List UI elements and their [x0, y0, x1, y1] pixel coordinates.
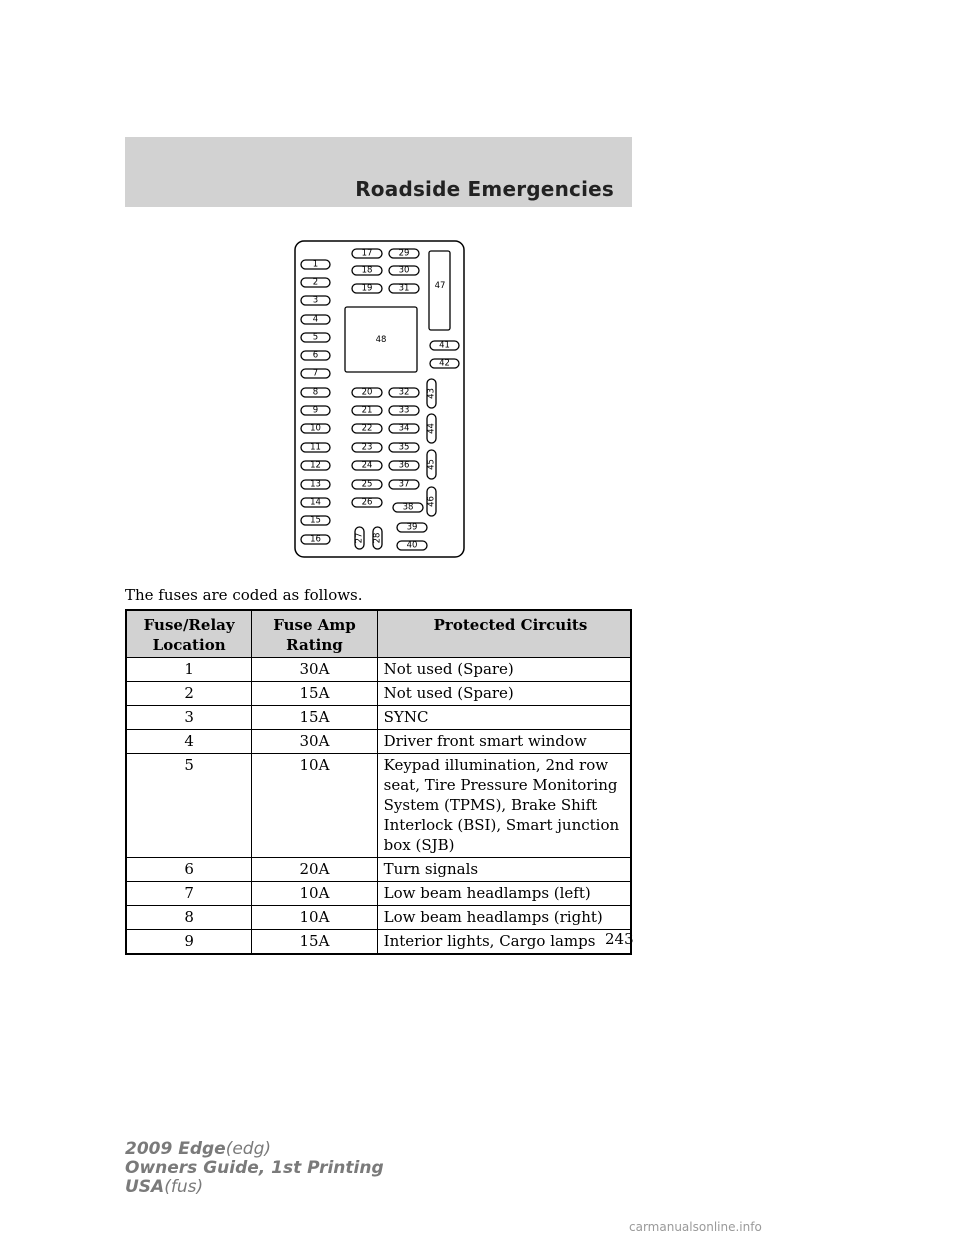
page-number: 243: [605, 930, 634, 948]
cell-location: 1: [126, 658, 252, 682]
fuse-7: [301, 369, 330, 379]
table-row: [126, 682, 631, 706]
fuse-label: 15: [310, 515, 321, 526]
cell-location: 2: [126, 682, 252, 706]
document-footer: [125, 1140, 384, 1197]
fuse-16: [301, 535, 330, 545]
fuse-label: 45: [426, 459, 437, 470]
fuse-35: [389, 443, 419, 453]
fuse-40: [397, 541, 427, 551]
cell-amp: 10A: [252, 906, 377, 930]
fuse-label: 28: [372, 532, 383, 544]
cell-amp: 15A: [252, 930, 377, 955]
fuse-13: [301, 480, 330, 490]
fuse-43: [427, 379, 437, 408]
relay-47: [429, 251, 450, 330]
table-row: [126, 906, 631, 930]
fuse-20: [352, 388, 382, 398]
fuse-23: [352, 443, 382, 453]
fuse-46: [427, 487, 437, 516]
fuse-label: 32: [398, 387, 410, 398]
fuse-label: 31: [398, 283, 410, 294]
cell-location: 5: [126, 754, 252, 858]
fuse-label: 33: [398, 405, 410, 416]
fuse-panel-diagram: [294, 240, 466, 560]
fuse-label: 13: [310, 479, 321, 490]
intro-text: The fuses are coded as follows.: [125, 586, 363, 604]
fuse-label: 36: [398, 460, 410, 471]
cell-location: 9: [126, 930, 252, 955]
watermark: carmanualsonline.info: [629, 1220, 762, 1234]
table-header-row: [126, 610, 631, 658]
fuse-label: 29: [398, 248, 410, 259]
fuse-label: 19: [361, 283, 373, 294]
cell-location: 8: [126, 906, 252, 930]
fuse-44: [427, 414, 437, 443]
fuse-8: [301, 388, 330, 398]
fuse-39: [397, 523, 427, 533]
cell-circuits: Low beam headlamps (right): [377, 906, 631, 930]
cell-amp: 10A: [252, 754, 377, 858]
cell-amp: 30A: [252, 730, 377, 754]
fuse-label: 3: [312, 295, 319, 306]
fuse-32: [389, 388, 419, 398]
fuse-label: 42: [439, 358, 450, 369]
cell-circuits: SYNC: [377, 706, 631, 730]
fuse-label: 10: [310, 423, 321, 434]
column-header-circuits: Protected Circuits: [377, 610, 631, 658]
column-header-location: Fuse/Relay Location: [126, 610, 252, 658]
section-header-band: [125, 137, 632, 207]
fuse-label: 25: [361, 479, 373, 490]
fuse-12: [301, 461, 330, 471]
fuse-34: [389, 424, 419, 434]
footer-model-code: (edg): [225, 1139, 272, 1159]
fuse-label: 46: [426, 496, 437, 507]
cell-circuits: Keypad illumination, 2nd row seat, Tire Pressure Monitoring System (TPMS), Brake Shift Interlock (BSI), Smart junction box (SJB): [377, 754, 631, 858]
footer-market-code: (fus): [164, 1177, 204, 1197]
fuse-label: 44: [426, 423, 437, 434]
relay-label: 47: [434, 281, 446, 291]
fuse-label: 7: [312, 368, 319, 379]
fuse-25: [352, 480, 382, 490]
fuse-label: 24: [361, 460, 373, 471]
fuse-27: [355, 527, 365, 549]
fuse-label: 35: [398, 442, 410, 453]
fuse-29: [389, 249, 419, 259]
cell-location: 6: [126, 858, 252, 882]
table-row: [126, 658, 631, 682]
table-row: [126, 730, 631, 754]
fuse-label: 11: [310, 442, 321, 453]
fuse-label: 27: [354, 532, 365, 544]
section-title: Roadside Emergencies: [355, 177, 614, 201]
fuse-label: 37: [398, 479, 410, 490]
cell-amp: 15A: [252, 706, 377, 730]
fuse-3: [301, 296, 330, 306]
fuse-41: [430, 341, 459, 351]
fuse-38: [393, 503, 423, 513]
fuse-18: [352, 266, 382, 276]
fuse-33: [389, 406, 419, 416]
fuse-label: 5: [312, 332, 319, 343]
table-row: [126, 882, 631, 906]
fuse-19: [352, 284, 382, 294]
fuse-table: [125, 609, 632, 955]
table-row: [126, 858, 631, 882]
fuse-label: 23: [361, 442, 373, 453]
cell-amp: 10A: [252, 882, 377, 906]
cell-circuits: Not used (Spare): [377, 658, 631, 682]
fuse-label: 16: [310, 534, 321, 545]
fuse-42: [430, 359, 459, 369]
cell-location: 7: [126, 882, 252, 906]
cell-location: 4: [126, 730, 252, 754]
fuse-label: 40: [406, 540, 418, 551]
fuse-4: [301, 315, 330, 325]
relay-label: 48: [375, 335, 387, 345]
fuse-28: [373, 527, 383, 549]
fuse-6: [301, 351, 330, 361]
fuse-label: 43: [426, 388, 437, 399]
relay-48: [345, 307, 417, 372]
fuse-24: [352, 461, 382, 471]
fuse-label: 20: [361, 387, 373, 398]
fuse-label: 17: [361, 248, 373, 259]
fuse-17: [352, 249, 382, 259]
cell-amp: 20A: [252, 858, 377, 882]
fuse-14: [301, 498, 330, 508]
cell-amp: 15A: [252, 682, 377, 706]
fuse-label: 41: [439, 340, 450, 351]
fuse-36: [389, 461, 419, 471]
fuse-15: [301, 516, 330, 526]
cell-circuits: Not used (Spare): [377, 682, 631, 706]
fuse-37: [389, 480, 419, 490]
fuse-9: [301, 406, 330, 416]
fuse-label: 21: [361, 405, 373, 416]
table-row: [126, 754, 631, 858]
fuse-label: 8: [312, 387, 319, 398]
fuse-1: [301, 260, 330, 270]
fuse-label: 38: [402, 502, 414, 513]
footer-model: 2009 Edge: [125, 1139, 226, 1159]
fuse-31: [389, 284, 419, 294]
fuse-10: [301, 424, 330, 434]
cell-circuits: Interior lights, Cargo lamps: [377, 930, 631, 955]
table-row: [126, 706, 631, 730]
column-header-amp: Fuse Amp Rating: [252, 610, 377, 658]
fuse-label: 22: [361, 423, 373, 434]
fuse-label: 39: [406, 522, 418, 533]
fuse-30: [389, 266, 419, 276]
table-row: [126, 930, 631, 955]
fuse-label: 12: [310, 460, 321, 471]
fuse-26: [352, 498, 382, 508]
fuse-label: 18: [361, 265, 373, 276]
fuse-label: 2: [312, 277, 319, 288]
cell-circuits: Low beam headlamps (left): [377, 882, 631, 906]
fuse-45: [427, 450, 437, 479]
fuse-label: 1: [312, 259, 319, 270]
footer-guide: Owners Guide, 1st Printing: [125, 1158, 384, 1178]
fuse-label: 26: [361, 497, 373, 508]
cell-circuits: Turn signals: [377, 858, 631, 882]
cell-circuits: Driver front smart window: [377, 730, 631, 754]
cell-location: 3: [126, 706, 252, 730]
fuse-5: [301, 333, 330, 343]
fuse-22: [352, 424, 382, 434]
fuse-label: 30: [398, 265, 410, 276]
fuse-11: [301, 443, 330, 453]
fuse-label: 4: [312, 314, 319, 325]
fuse-label: 9: [312, 405, 319, 416]
fuse-21: [352, 406, 382, 416]
footer-market: USA: [125, 1177, 165, 1197]
fuse-label: 34: [398, 423, 410, 434]
fuse-label: 14: [310, 497, 321, 508]
fuse-label: 6: [312, 350, 319, 361]
cell-amp: 30A: [252, 658, 377, 682]
fuse-2: [301, 278, 330, 288]
